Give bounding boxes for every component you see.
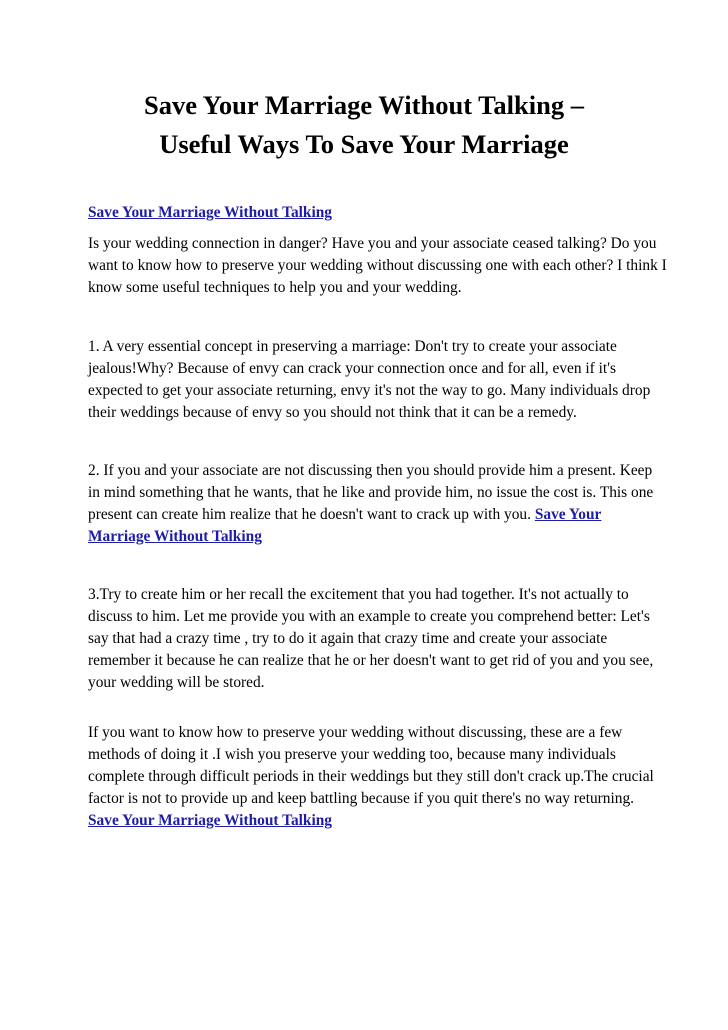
- title-line-1: Save Your Marriage Without Talking –: [143, 90, 585, 120]
- conclusion-line: complete through difficult periods in their weddings but they still don't crack up.The crucial: [88, 768, 654, 785]
- point-2-line: 2. If you and your associate are not discussing then you should provide him a present. Keep: [88, 462, 653, 479]
- point-3-line: remember it because he can realize that he or her doesn't want to get rid of you and you see,: [88, 652, 654, 669]
- point-3-line: say that had a crazy time , try to do it again that crazy time and create your associate: [88, 630, 608, 647]
- point-2-line-with-link: [88, 504, 648, 526]
- point-3-line: discuss to him. Let me provide you with an example to create you comprehend better: Let's: [88, 608, 650, 625]
- conclusion-line: If you want to know how to preserve your wedding without discussing, these are a few: [88, 724, 623, 741]
- intro-paragraph: [88, 233, 667, 299]
- point-3-line: 3.Try to create him or her recall the excitement that you had together. It's not actually to: [88, 586, 629, 603]
- bottom-link-line: [88, 810, 648, 832]
- title-line-2: Useful Ways To Save Your Marriage: [159, 129, 569, 159]
- point-2-inline-link-end[interactable]: Marriage Without Talking: [88, 528, 262, 545]
- point-3-line: your wedding will be stored.: [88, 674, 265, 691]
- intro-line: Is your wedding connection in danger? Have you and your associate ceased talking? Do you: [88, 235, 657, 252]
- top-article-link[interactable]: Save Your Marriage Without Talking: [88, 204, 333, 221]
- point-2-line-link-end: [88, 526, 648, 548]
- point-2-inline-link-start[interactable]: Save Your: [534, 506, 602, 523]
- point-1-line: their weddings because of envy so you should not think that it can be a remedy.: [88, 404, 577, 421]
- bottom-article-link[interactable]: Save Your Marriage Without Talking: [88, 812, 333, 829]
- point-2-line: present can create him realize that he doesn't want to crack up with you.: [88, 506, 531, 523]
- point-2-paragraph: [88, 460, 654, 548]
- point-1-paragraph: [88, 336, 651, 424]
- page-title: [88, 86, 640, 164]
- point-1-line: 1. A very essential concept in preserving a marriage: Don't try to create your associate: [88, 338, 617, 355]
- top-link-paragraph: [88, 202, 648, 224]
- point-3-paragraph: [88, 584, 654, 694]
- conclusion-paragraph: [88, 722, 654, 832]
- point-2-line: in mind something that he wants, that he like and provide him, no issue the cost is. This one: [88, 484, 654, 501]
- conclusion-line: factor is not to provide up and keep battling because if you quit there's no way returning.: [88, 790, 634, 807]
- intro-line: know some useful techniques to help you and your wedding.: [88, 279, 462, 296]
- point-1-line: jealous!Why? Because of envy can crack your connection once and for all, even if it's: [88, 360, 616, 377]
- conclusion-line: methods of doing it .I wish you preserve your wedding too, because many individuals: [88, 746, 616, 763]
- point-1-line: expected to get your associate returning, envy it's not the way to go. Many individuals drop: [88, 382, 651, 399]
- intro-line: want to know how to preserve your wedding without discussing one with each other? I think I: [88, 257, 667, 274]
